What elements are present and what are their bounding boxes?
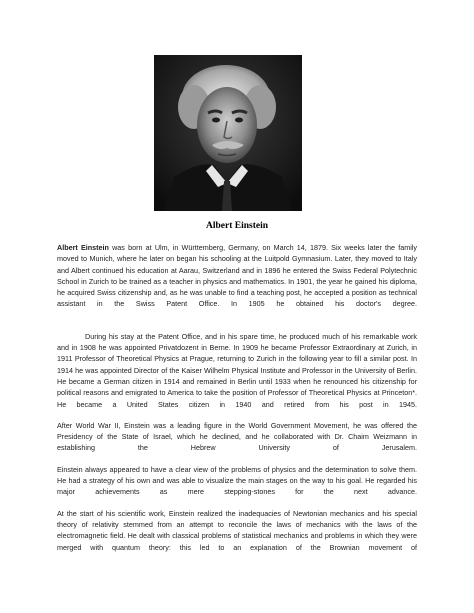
paragraph-4: Einstein always appeared to have a clear view of the problems of physics and the determination to solve them. He had a strategy of his own and was able to visualize the main stages on the way to his goal. He regarded his major achievements as mere stepping-stones for the next advance. — [57, 464, 417, 497]
document-body — [57, 242, 417, 563]
paragraph-1-text: was born at Ulm, in Württemberg, Germany, on March 14, 1879. Six weeks later the family moved to Munich, where he later on began his schooling at the Luitpold Gymnasium. Later, they moved to Italy and Albert continued his education at Aarau, Switzerland and in 1896 he entered the Swiss Federal Polytechnic School in Zurich to be trained as a teacher in physics and mathematics. In 1901, the year he gained his diploma, he acquired Swiss citizenship and, as he was unable to find a teaching post, he accepted a position as technical assistant in the Swiss Patent Office. In 1905 he obtained his doctor's degree. — [57, 243, 417, 309]
portrait-illustration — [154, 55, 302, 211]
document-title: Albert Einstein — [205, 221, 268, 231]
paragraph-3: After World War II, Einstein was a leading figure in the World Government Movement, he was offered the Presidency of the State of Israel, which he declined, and he collaborated with Dr. Chaim Weizmann in establishing the Hebrew University of Jerusalem. — [57, 420, 417, 453]
paragraph-spacer — [57, 320, 417, 331]
paragraph-5: At the start of his scientific work, Einstein realized the inadequacies of Newtonian mechanics and his special theory of relativity stemmed from an attempt to reconcile the laws of mechanics with the laws of the electromagnetic field. He dealt with classical problems of statistical mechanics and problems in which they were merged with quantum theory: this led to an explanation of the Brownian movement of — [57, 508, 417, 552]
paragraph-1-lead: Albert Einstein — [57, 243, 109, 252]
paragraph-1 — [57, 242, 417, 310]
portrait-photo — [154, 55, 302, 211]
paragraph-2: During his stay at the Patent Office, and in his spare time, he produced much of his remarkable work and in 1908 he was appointed Privatdozent in Berne. In 1909 he became Professor Extraordinary at Zurich, in 1911 Professor of Theoretical Physics at Prague, returning to Zurich in the following year to fill a similar post. In 1914 he was appointed Director of the Kaiser Wilhelm Physical Institute and Professor in the University of Berlin. He became a German citizen in 1914 and remained in Berlin until 1933 when he renounced his citizenship for political reasons and emigrated to America to take the position of Professor of Theoretical Physics at Princeton*. He became a United States citizen in 1940 and retired from his post in 1945. — [57, 331, 417, 409]
